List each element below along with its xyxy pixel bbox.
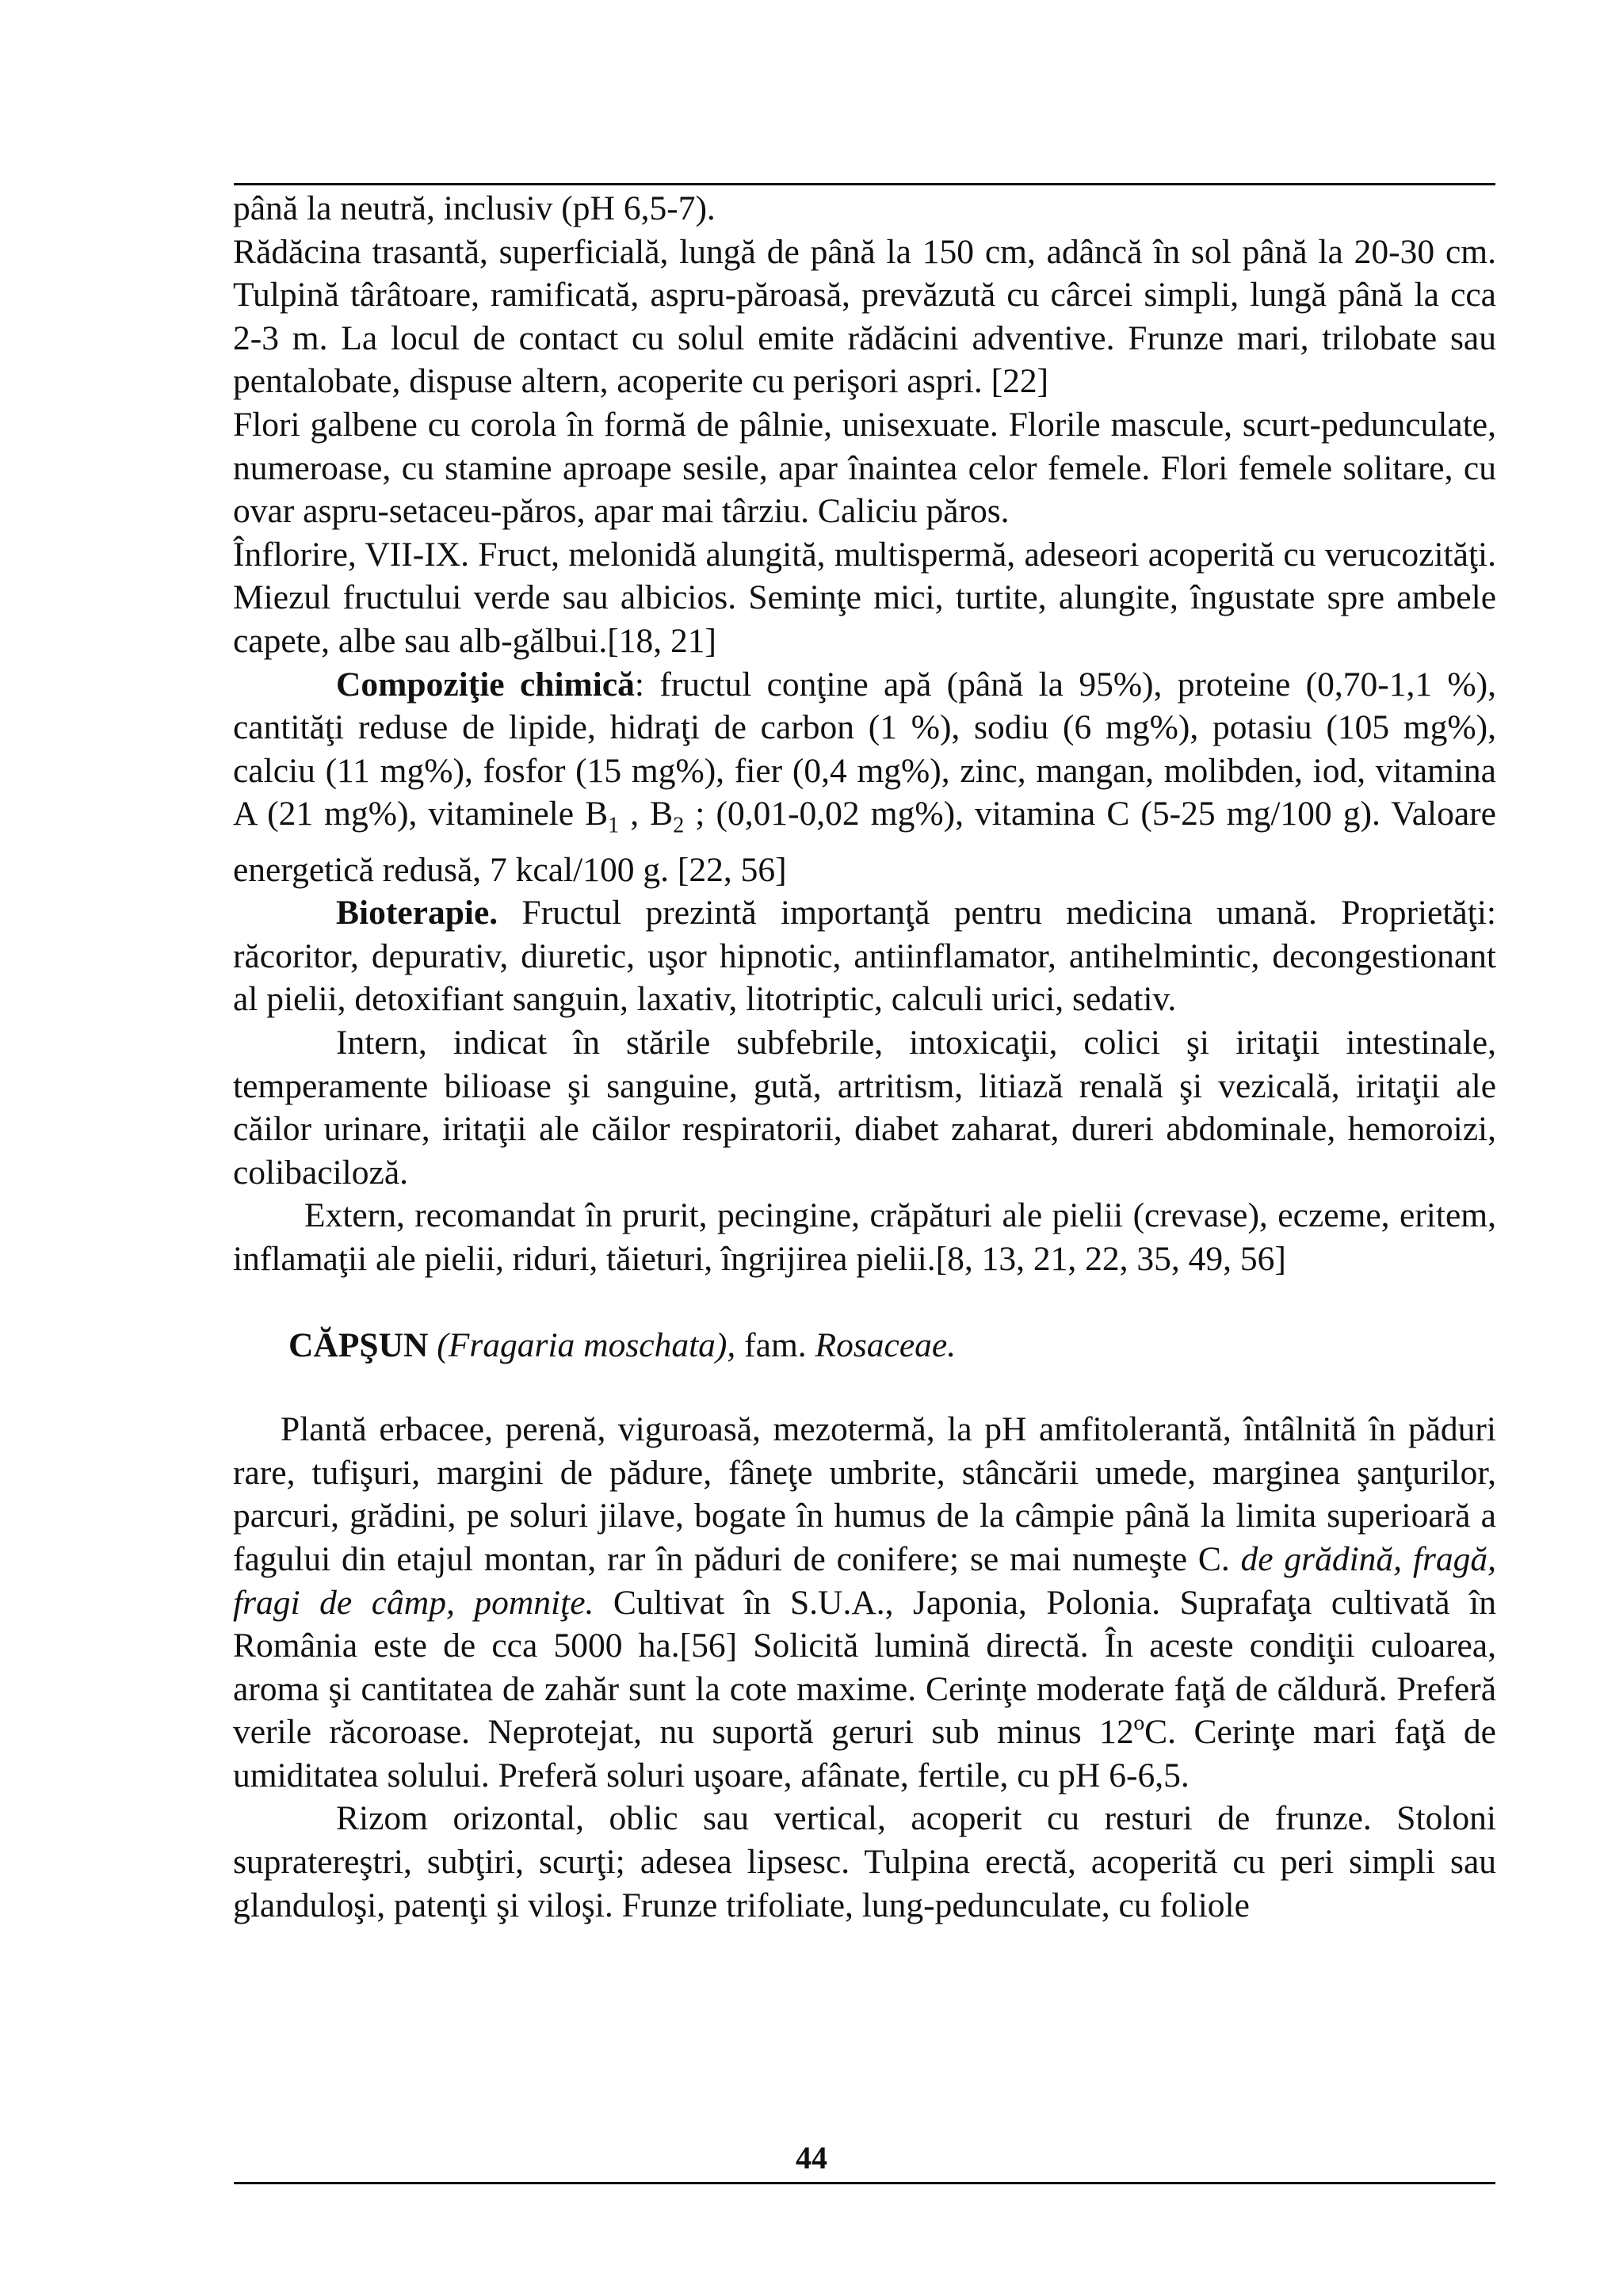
paragraph-text: până la neutră, inclusiv (pH 6,5-7). [233,189,716,227]
paragraph-text: Rădăcina trasantă, superficială, lungă de până la 150 cm, adâncă în sol până la 20-30 cm. Tulpină târâtoare, ramificată, aspru-păroasă, prevăzută cu cârcei simpli, lungă până la cca 2-3 m. La locul de contact cu solul emite rădăcini adventive. Frunze mari, trilobate sau pentalobate, dispuse altern, acoperite cu perişori aspri. [22] [233,232,1496,401]
paragraph-text: Intern, indicat în stările subfebrile, intoxicaţii, colici şi iritaţii intestinale, temperamente bilioase şi sanguine, gută, artritism, litiază renală şi vezicală, iritaţii ale căilor urinare, iritaţii ale căilor respiratorii, diabet zaharat, dureri abdominale, hemoroizi, colibaciloză. [233,1023,1496,1192]
subscript: 2 [673,814,685,838]
paragraph-description [233,1408,1496,1797]
paragraph-text: Rizom orizontal, oblic sau vertical, acoperit cu resturi de frunze. Stoloni supratereştri, subţiri, scurţi; adesea lipsesc. Tulpina erectă, acoperită cu peri simpli sau glanduloşi, patenţi şi viloşi. Frunze trifoliate, lung-pedunculate, cu foliole [233,1799,1496,1924]
paragraph-text: Flori galbene cu corola în formă de pâlnie, unisexuate. Florile mascule, scurt-pedunculate, numeroase, cu stamine aproape sesile, apar înaintea celor femele. Flori femele solitare, cu ovar aspru-setaceu-păros, apar mai târziu. Caliciu păros. [233,405,1496,531]
section-label: Bioterapie. [336,894,498,933]
header-rule [234,183,1495,185]
paragraph-rhizome [233,1797,1496,1927]
paragraph-text: Extern, recomandat în prurit, pecingine, crăpături ale pielii (crevase), eczeme, eritem, inflamaţii ale pielii, riduri, tăieturi, îngrijirea pielii.[8, 13, 21, 22, 35, 49, 56] [233,1196,1496,1278]
paragraph-flowers [233,403,1496,533]
species-heading [288,1324,1496,1367]
paragraph-text: ; (0,01-0,02 mg%), vitamina C (5-25 mg/100 g). Valoare energetică redusă, 7 kcal/100 g. [22, 56] [233,795,1496,889]
family-name: Rosaceae. [815,1325,957,1364]
paragraph-biotherapy [233,891,1496,1021]
footer-rule [234,2182,1495,2184]
paragraph-external-use [233,1194,1496,1280]
paragraph-italic-text: de grădină, fragă, fragi de câmp, pomniţe. [233,1539,1496,1622]
family-label: fam. [735,1325,815,1364]
body-text [233,187,1496,1927]
paragraph-root-stem [233,231,1496,403]
paragraph-text: Cultivat în S.U.A., Japonia, Polonia. Suprafaţa cultivată în România este de cca 5000 ha.[56] Solicită lumină directă. În aceste condiţii culoarea, aroma şi cantitatea de zahăr sunt la cote maxime. Cerinţe moderate faţă de căldură. Preferă verile răcoroase. Neprotejat, nu suportă geruri sub minus 12ºC. Cerinţe mari faţă de umiditatea solului. Preferă soluri uşoare, afânate, fertile, cu pH 6-6,5. [233,1583,1496,1794]
paragraph-text: Înflorire, VII-IX. Fruct, melonidă alungită, multispermă, adeseori acoperită cu verucozităţi. Miezul fructului verde sau albicios. Seminţe mici, turtite, alungite, îngustate spre ambele capete, albe sau alb-gălbui.[18, 21] [233,535,1496,660]
paragraph-internal-use [233,1021,1496,1194]
paragraph-flowering-fruit [233,533,1496,663]
section-label: Compoziţie chimică [336,665,635,704]
paragraph-continuation [233,187,1496,231]
paragraph-chemical-composition [233,663,1496,892]
paragraph-text: Plantă erbacee, perenă, viguroasă, mezotermă, la pH amfitolerantă, întâlnită în păduri rare, tufişuri, margini de pădure, fâneţe umbrite, stâncării umede, marginea şanţurilor, parcuri, grădini, pe soluri jilave, bogate în humus de la câmpie până la limita superioară a fagului din etajul montan, rar în păduri de conifere; se mai numeşte C. [233,1410,1496,1578]
latin-name: (Fragaria moschata), [428,1325,736,1364]
paragraph-text: : fructul conţine apă (până la 95%), proteine (0,70-1,1 %), cantităţi reduse de lipide, hidraţi de carbon (1 %), sodiu (6 mg%), potasiu (105 mg%), calciu (11 mg%), fosfor (15 mg%), fier (0,4 mg%), zinc, mangan, molibden, iod, vitamina A (21 mg%), vitaminele B [233,665,1496,833]
subscript: 1 [608,814,620,838]
page-number: 44 [796,2140,827,2176]
species-name: CĂPŞUN [288,1325,429,1364]
paragraph-text: , B [619,795,674,833]
paragraph-text: Fructul prezintă importanţă pentru medicina umană. Proprietăţi: răcoritor, depurativ, diuretic, uşor hipnotic, antiinflamator, antihelmintic, decongestionant al pielii, detoxifiant sanguin, laxativ, litotriptic, calculi urici, sedativ. [233,894,1496,1019]
